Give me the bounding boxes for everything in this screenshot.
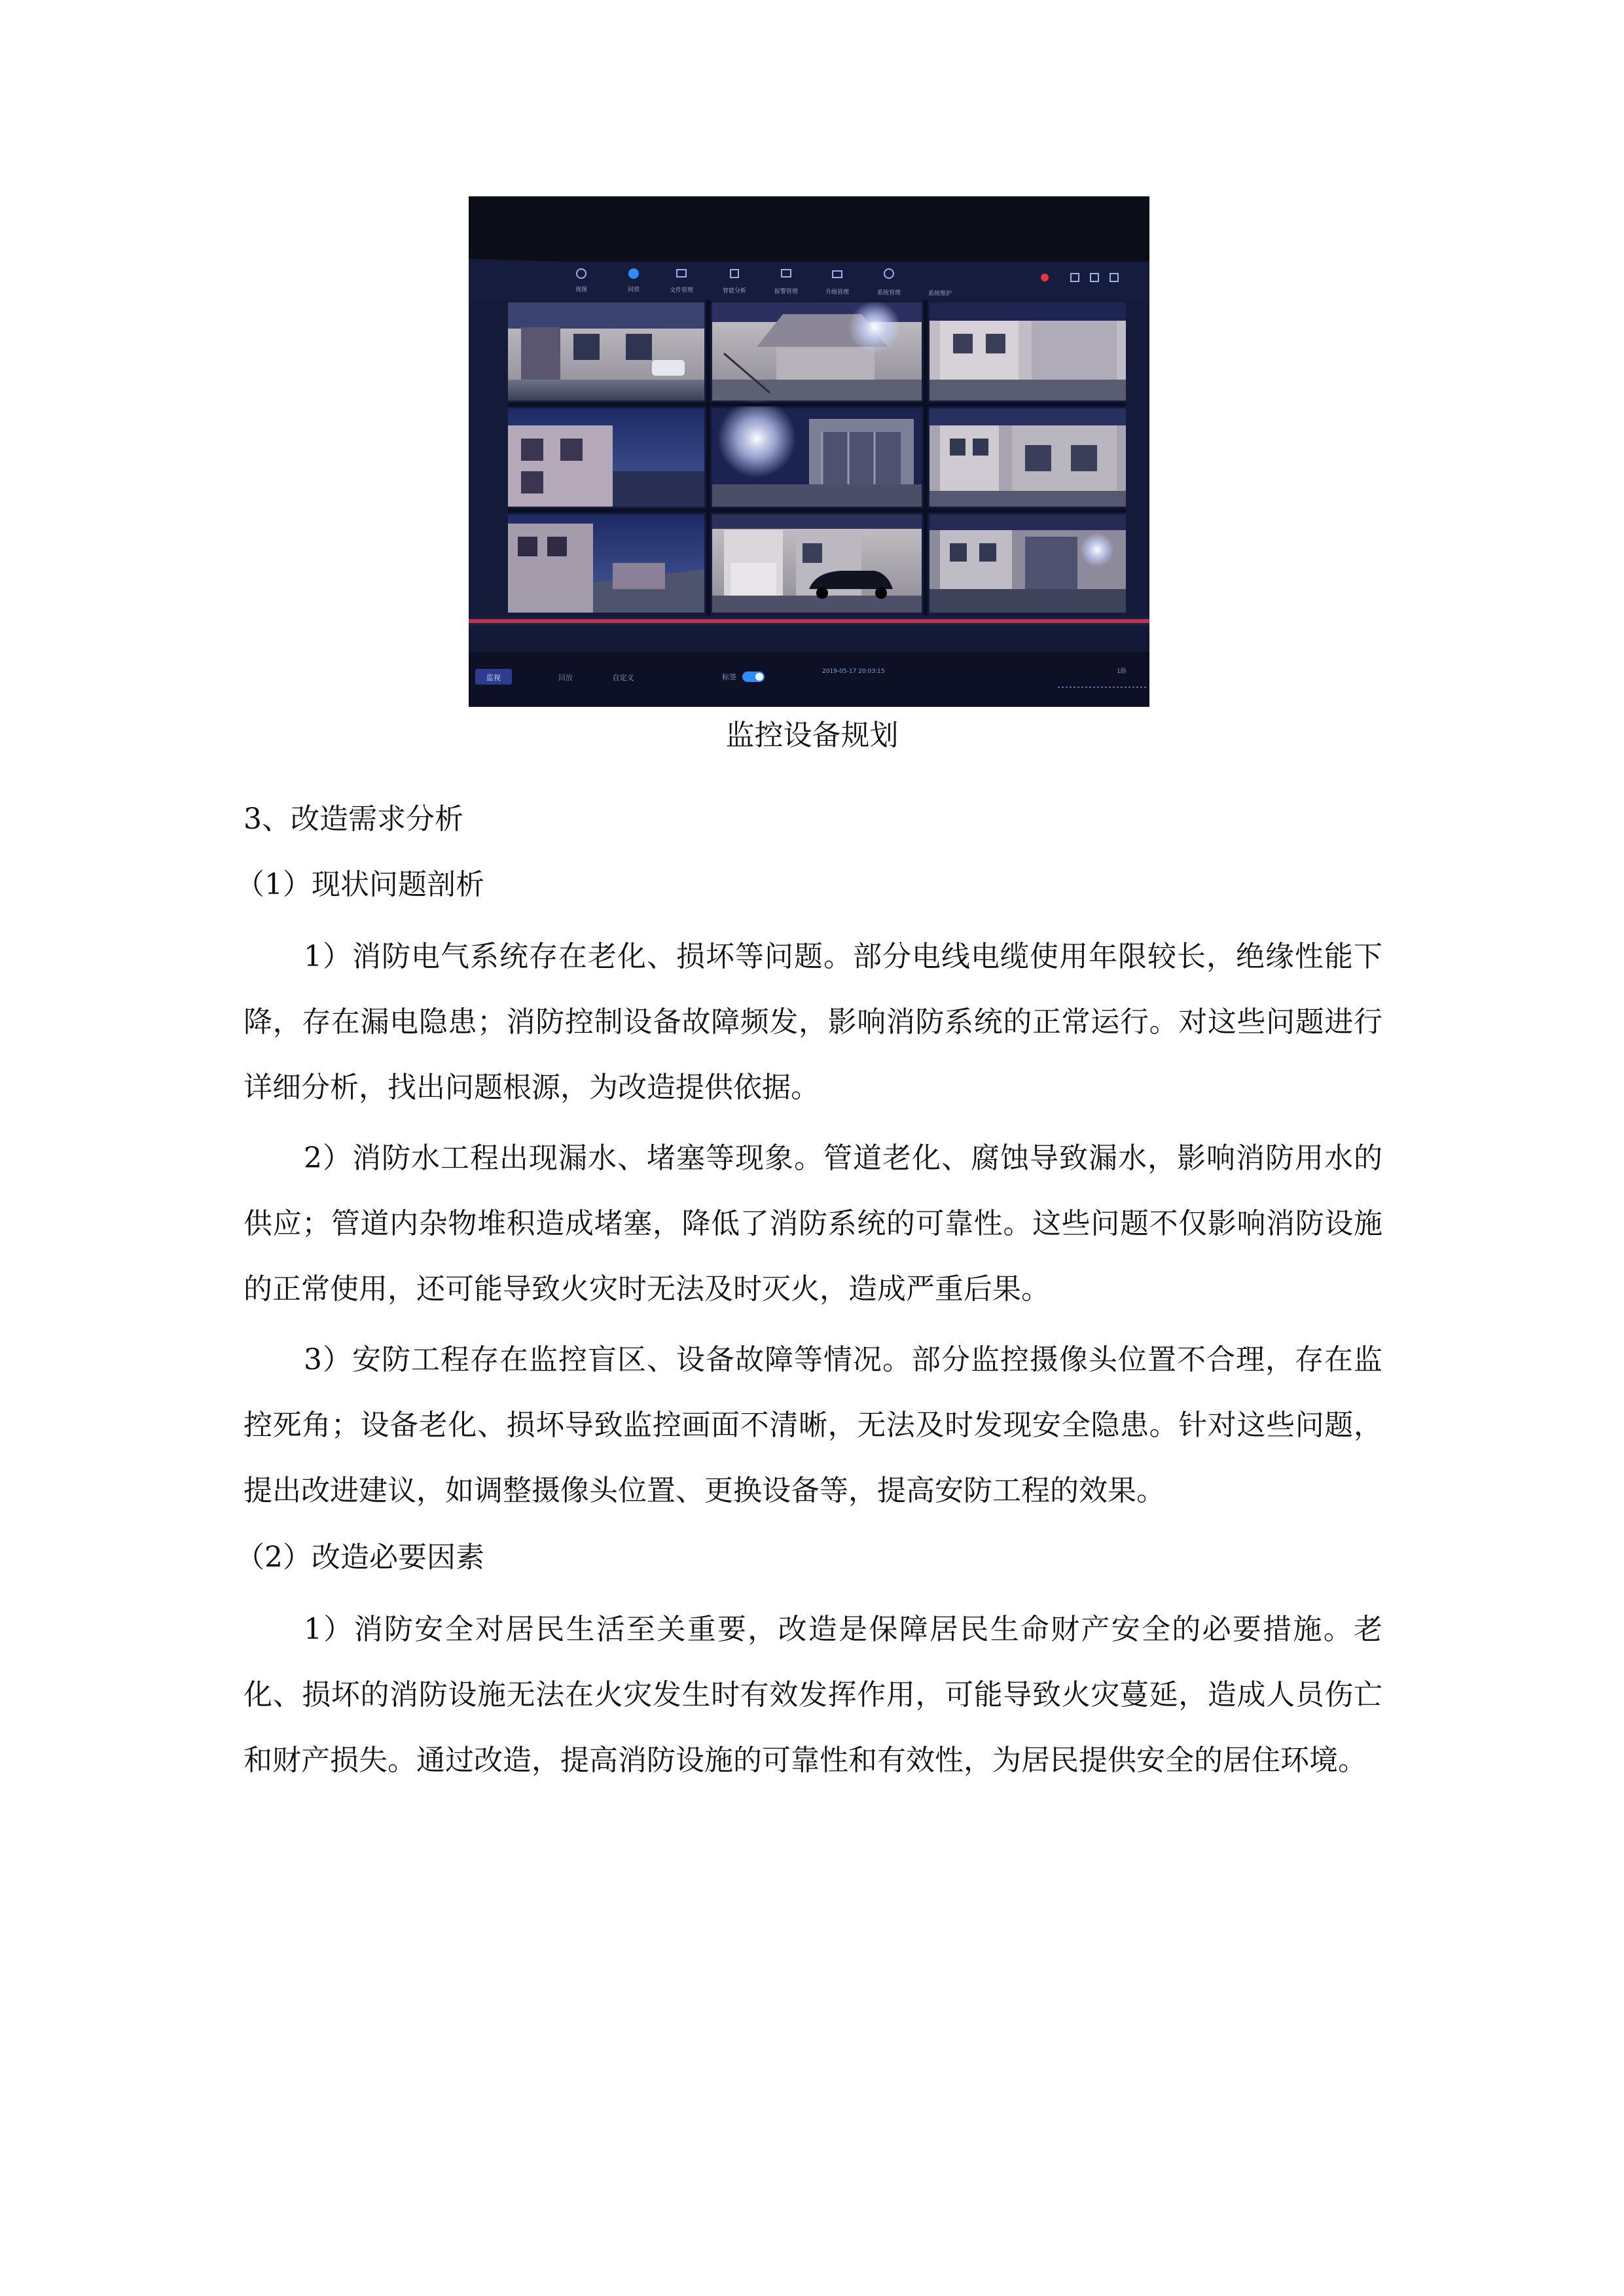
- channel-count: 1路: [1117, 668, 1127, 675]
- monitoring-screenshot-figure: [469, 196, 1149, 707]
- toggle-knob-icon: [755, 673, 763, 681]
- camera-tile-6: [929, 408, 1126, 507]
- menu-item-upgrade: 升级管理: [825, 289, 850, 296]
- paragraph-security-issues: 3）安防工程存在监控盲区、设备故障等情况。部分监控摄像头位置不合理，存在监控死角；设备老化、损坏导致监控画面不清晰，无法及时发现安全隐患。针对这些问题，提出改进建议，如调整摄像头位置、更换设备等，提高安防工程的效果。: [244, 1343, 1382, 1507]
- menu-item-system: 系统管理: [876, 290, 901, 296]
- menu-item-playback: 回放: [627, 287, 640, 293]
- menu-item-view: 视图: [575, 287, 588, 293]
- top-menu-bar: [469, 262, 1149, 300]
- paragraph-electrical-issues: 1）消防电气系统存在老化、损坏等问题。部分电线电缆使用年限较长，绝缘性能下降，存在漏电隐患；消防控制设备故障频发，影响消防系统的正常运行。对这些问题进行详细分析，找出问题根源，为改造提供依据。: [244, 940, 1382, 1104]
- figure-caption: 监控设备规划: [725, 719, 899, 752]
- camera-tile-3: [929, 302, 1126, 401]
- timeline-timestamp: 2019-05-17 20:03:15: [822, 668, 885, 675]
- toggle-tag-label: 标签: [722, 673, 736, 681]
- menu-item-analysis: 智能分析: [722, 288, 747, 295]
- camera-tile-1: [508, 302, 704, 401]
- camera-tile-9: [929, 514, 1126, 613]
- tab-custom-label[interactable]: 自定义: [612, 673, 634, 682]
- sub-heading-current-issues: （1）现状问题剖析: [236, 868, 484, 901]
- camera-tile-4: [508, 408, 704, 507]
- menu-item-maintenance: 系统维护: [928, 291, 952, 297]
- section-heading: 3、改造需求分析: [244, 802, 463, 836]
- camera-tile-5: [712, 399, 922, 507]
- camera-tile-8: [712, 514, 922, 613]
- menu-item-files: 文件管理: [669, 287, 694, 294]
- camera-tile-7: [508, 514, 704, 613]
- menu-item-alarm: 报警管理: [774, 289, 799, 295]
- camera-tile-2: [712, 301, 922, 401]
- nvr-monitor-photo: [469, 196, 1149, 707]
- tab-monitor-label: 监视: [486, 673, 501, 682]
- document-body: [236, 798, 1382, 1799]
- paragraph-water-issues: 2）消防水工程出现漏水、堵塞等现象。管道老化、腐蚀导致漏水，影响消防用水的供应；管道内杂物堆积造成堵塞，降低了消防系统的可靠性。这些问题不仅影响消防设施的正常使用，还可能导致火灾时无法及时灭火，造成严重后果。: [244, 1141, 1382, 1306]
- sub-heading-necessity: （2）改造必要因素: [236, 1541, 484, 1574]
- tab-playback-label[interactable]: 回放: [558, 673, 573, 682]
- paragraph-fire-safety-necessity: 1）消防安全对居民生活至关重要，改造是保障居民生命财产安全的必要措施。老化、损坏的消防设施无法在火灾发生时有效发挥作用，可能导致火灾蔓延，造成人员伤亡和财产损失。通过改造，提高消防设施的可靠性和有效性，为居民提供安全的居住环境。: [244, 1613, 1382, 1777]
